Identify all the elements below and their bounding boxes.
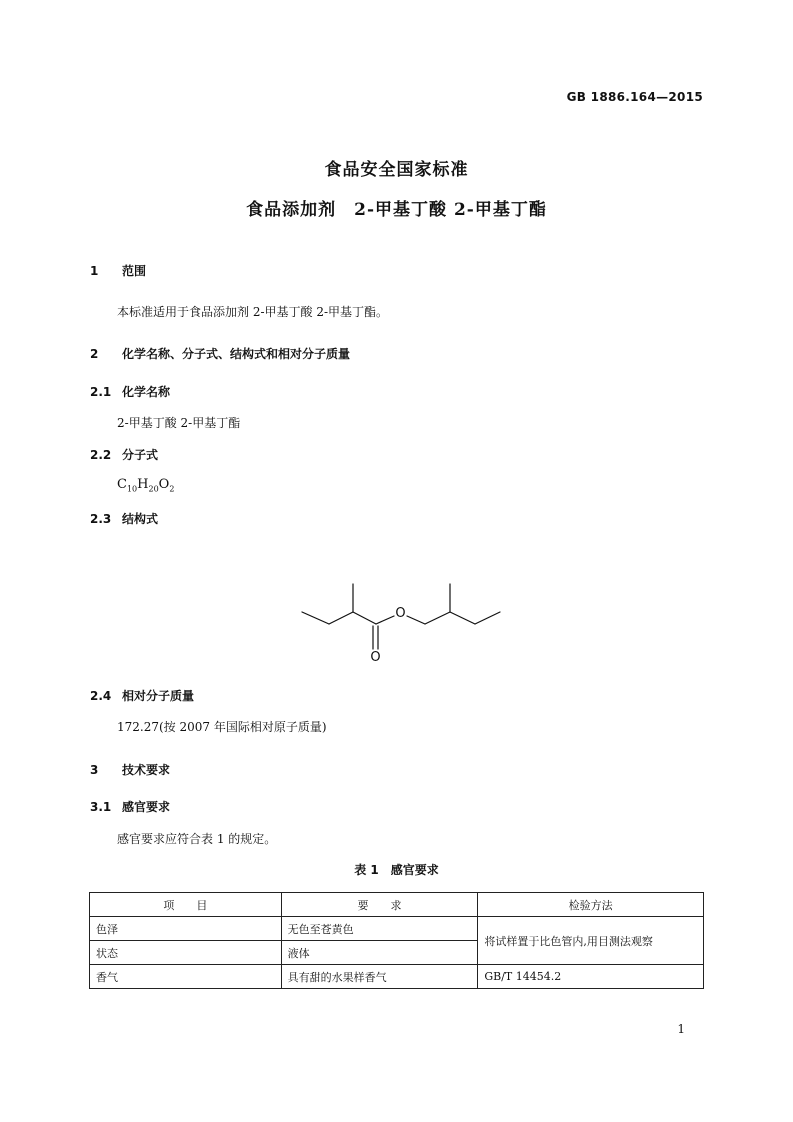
section-number: 2.1 <box>90 385 112 399</box>
sensory-requirement-text: 感官要求应符合表 1 的规定。 <box>117 832 277 846</box>
structural-formula <box>288 560 506 678</box>
section-3-heading <box>90 761 170 778</box>
item-cell: 状态 <box>90 941 282 965</box>
table-header-row <box>90 893 704 917</box>
table-caption: 表 1 感官要求 <box>354 863 439 877</box>
section-title: 技术要求 <box>122 763 171 777</box>
section-number: 2.3 <box>90 512 112 526</box>
section-2-3-heading <box>90 510 158 527</box>
requirement-cell: 无色至苍黄色 <box>281 917 478 941</box>
section-number: 1 <box>90 264 99 278</box>
section-title: 化学名称、分子式、结构式和相对分子质量 <box>122 347 351 361</box>
section-number: 2 <box>90 347 99 361</box>
section-3-1-heading <box>90 798 170 815</box>
sensory-requirements-table <box>89 892 704 989</box>
molecular-mass-text: 172.27(按 2007 年国际相对原子质量) <box>117 720 327 734</box>
standard-code: GB 1886.164—2015 <box>566 90 703 104</box>
section-title: 范围 <box>122 264 147 278</box>
section-title: 化学名称 <box>122 385 171 399</box>
column-header-requirement: 要 求 <box>281 893 478 917</box>
section-title: 感官要求 <box>122 800 171 814</box>
section-number: 3 <box>90 763 99 777</box>
item-cell: 香气 <box>90 965 282 989</box>
section-number: 3.1 <box>90 800 112 814</box>
chemical-name-text: 2-甲基丁酸 2-甲基丁酯 <box>117 416 241 430</box>
scope-text: 本标准适用于食品添加剂 2-甲基丁酸 2-甲基丁酯。 <box>117 305 389 319</box>
document-subtitle: 食品添加剂 2-甲基丁酸 2-甲基丁酯 <box>246 200 547 220</box>
section-2-1-heading <box>90 383 170 400</box>
carbonyl-oxygen-label: O <box>370 650 381 665</box>
method-cell: 将试样置于比色管内,用目测法观察 <box>478 917 704 965</box>
section-number: 2.4 <box>90 689 112 703</box>
table-row <box>90 917 704 941</box>
section-2-4-heading <box>90 687 194 704</box>
section-title: 结构式 <box>122 512 159 526</box>
section-1-heading <box>90 262 146 279</box>
requirement-cell: 具有甜的水果样香气 <box>281 965 478 989</box>
page-number: 1 <box>677 1022 685 1036</box>
section-title: 分子式 <box>122 448 159 462</box>
ester-oxygen-label: O <box>395 606 406 621</box>
document-title: 食品安全国家标准 <box>324 160 469 180</box>
requirement-cell: 液体 <box>281 941 478 965</box>
section-title: 相对分子质量 <box>122 689 195 703</box>
section-2-2-heading <box>90 446 158 463</box>
table-row <box>90 965 704 989</box>
section-2-heading <box>90 345 350 362</box>
item-cell: 色泽 <box>90 917 282 941</box>
column-header-method: 检验方法 <box>478 893 704 917</box>
method-cell: GB/T 14454.2 <box>478 965 704 989</box>
column-header-item: 项 目 <box>90 893 282 917</box>
section-number: 2.2 <box>90 448 112 462</box>
molecular-formula: $C_{10}H_{20}O_2$ <box>117 477 175 494</box>
